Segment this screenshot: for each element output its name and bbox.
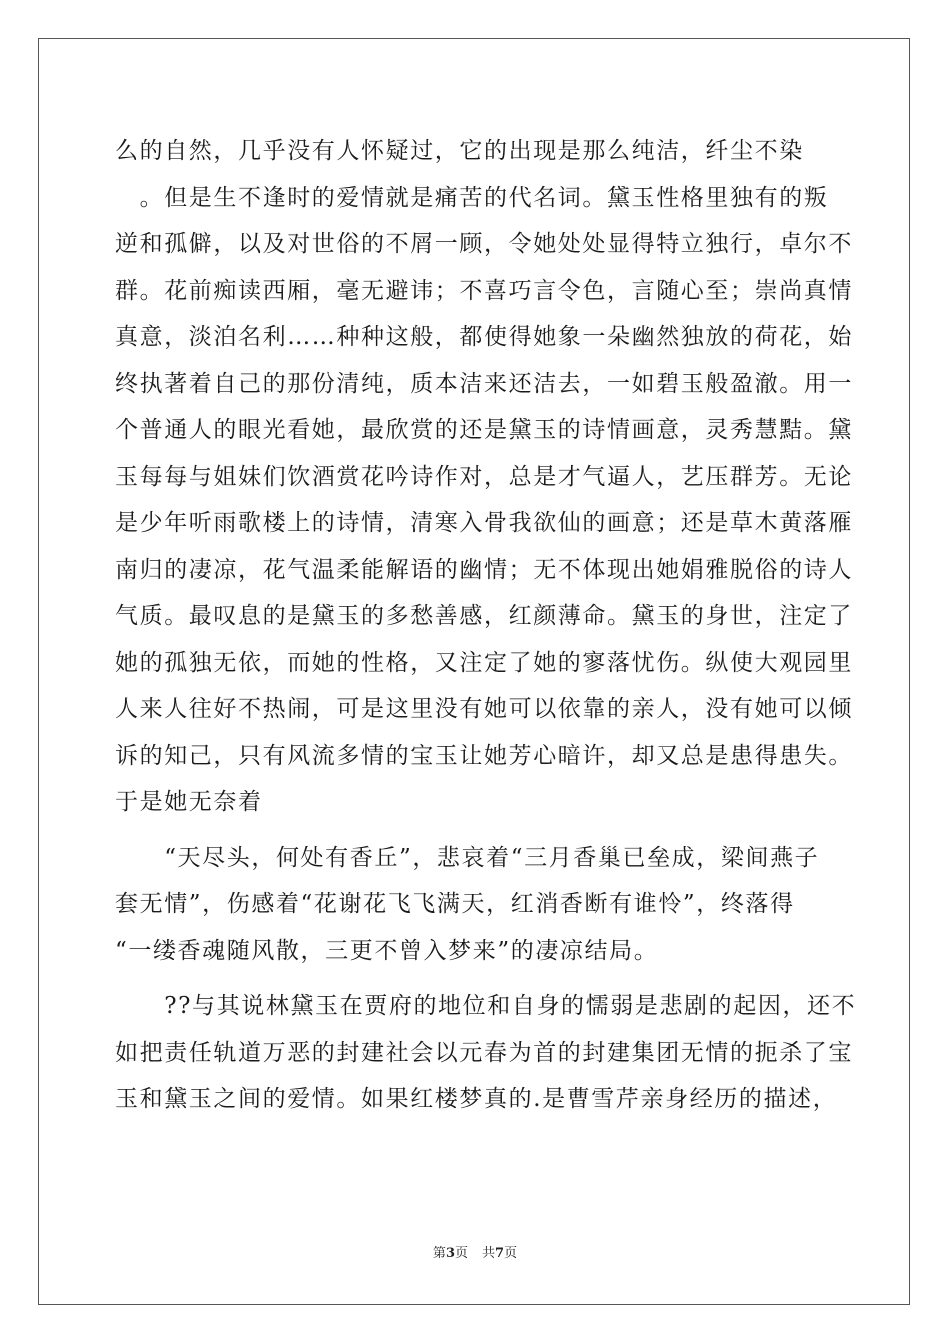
page-footer <box>0 1242 950 1261</box>
text-line: 玉和黛玉之间的爱情。如果红楼梦真的.是曹雪芹亲身经历的描述， <box>115 1086 838 1112</box>
paragraph-gap <box>115 974 835 983</box>
page-number-prefix: 第 <box>432 1246 446 1261</box>
text-line: 如把责任轨道万恶的封建社会以元春为首的封建集团无情的扼杀了宝 <box>115 1039 853 1066</box>
text-line: 真意，淡泊名利……种种这般，都使得她象一朵幽然独放的荷花，始 <box>115 324 853 350</box>
total-page-count: 7 <box>495 1246 505 1261</box>
text-line: 终执著着自己的那份清纯，质本洁来还洁去，一如碧玉般盈澈。用一 <box>115 370 853 397</box>
text-line: 她的孤独无依，而她的性格，又注定了她的寥落忧伤。纵使大观园里 <box>115 649 853 676</box>
total-pages-prefix: 共 <box>482 1246 496 1261</box>
text-line: 于是她无奈着 <box>115 789 263 815</box>
text-line: 逆和孤僻，以及对世俗的不屑一顾，令她处处显得特立独行，卓尔不 <box>115 231 853 257</box>
text-line: 南归的凄凉，花气温柔能解语的幽情；无不体现出她娟雅脱俗的诗人 <box>115 556 853 583</box>
text-line: 套无情”，伤感着“花谢花飞飞满天，红消香断有谁怜”，终落得 <box>115 891 795 917</box>
text-line: “天尽头，何处有香丘”，悲哀着“三月香巢已垒成，梁间燕子 <box>115 844 820 871</box>
text-line: ??与其说林黛玉在贾府的地位和自身的懦弱是悲剧的起因，还不 <box>115 993 857 1019</box>
text-line: 个普通人的眼光看她，最欣赏的还是黛玉的诗情画意，灵秀慧黠。黛 <box>115 417 853 443</box>
text-line: 么的自然，几乎没有人怀疑过，它的出现是那么纯洁，纤尘不染 <box>115 138 804 164</box>
text-line: 是少年听雨歌楼上的诗情，清寒入骨我欲仙的画意；还是草木黄落雁 <box>115 510 853 536</box>
current-page-number: 3 <box>445 1246 455 1261</box>
text-line: 诉的知己，只有风流多情的宝玉让她芳心暗许，却又总是患得患失。 <box>115 742 853 769</box>
text-line: 人来人往好不热闹，可是这里没有她可以依靠的亲人，没有她可以倾 <box>115 696 853 722</box>
text-line: 玉每每与姐妹们饮酒赏花吟诗作对，总是才气逼人，艺压群芳。无论 <box>115 463 853 490</box>
total-pages-suffix: 页 <box>504 1246 518 1261</box>
text-line: “一缕香魂随风散，三更不曾入梦来”的凄凉结局。 <box>115 937 659 964</box>
paragraph-gap <box>115 826 835 835</box>
page-number-suffix: 页 <box>454 1246 468 1261</box>
text-line: 群。花前痴读西厢，毫无避讳；不喜巧言令色，言随心至；崇尚真情 <box>115 277 853 304</box>
document-body <box>115 128 857 1123</box>
text-line: 。但是生不逢时的爱情就是痛苦的代名词。黛玉性格里独有的叛 <box>115 184 829 211</box>
text-line: 气质。最叹息的是黛玉的多愁善感，红颜薄命。黛玉的身世，注定了 <box>115 603 853 629</box>
